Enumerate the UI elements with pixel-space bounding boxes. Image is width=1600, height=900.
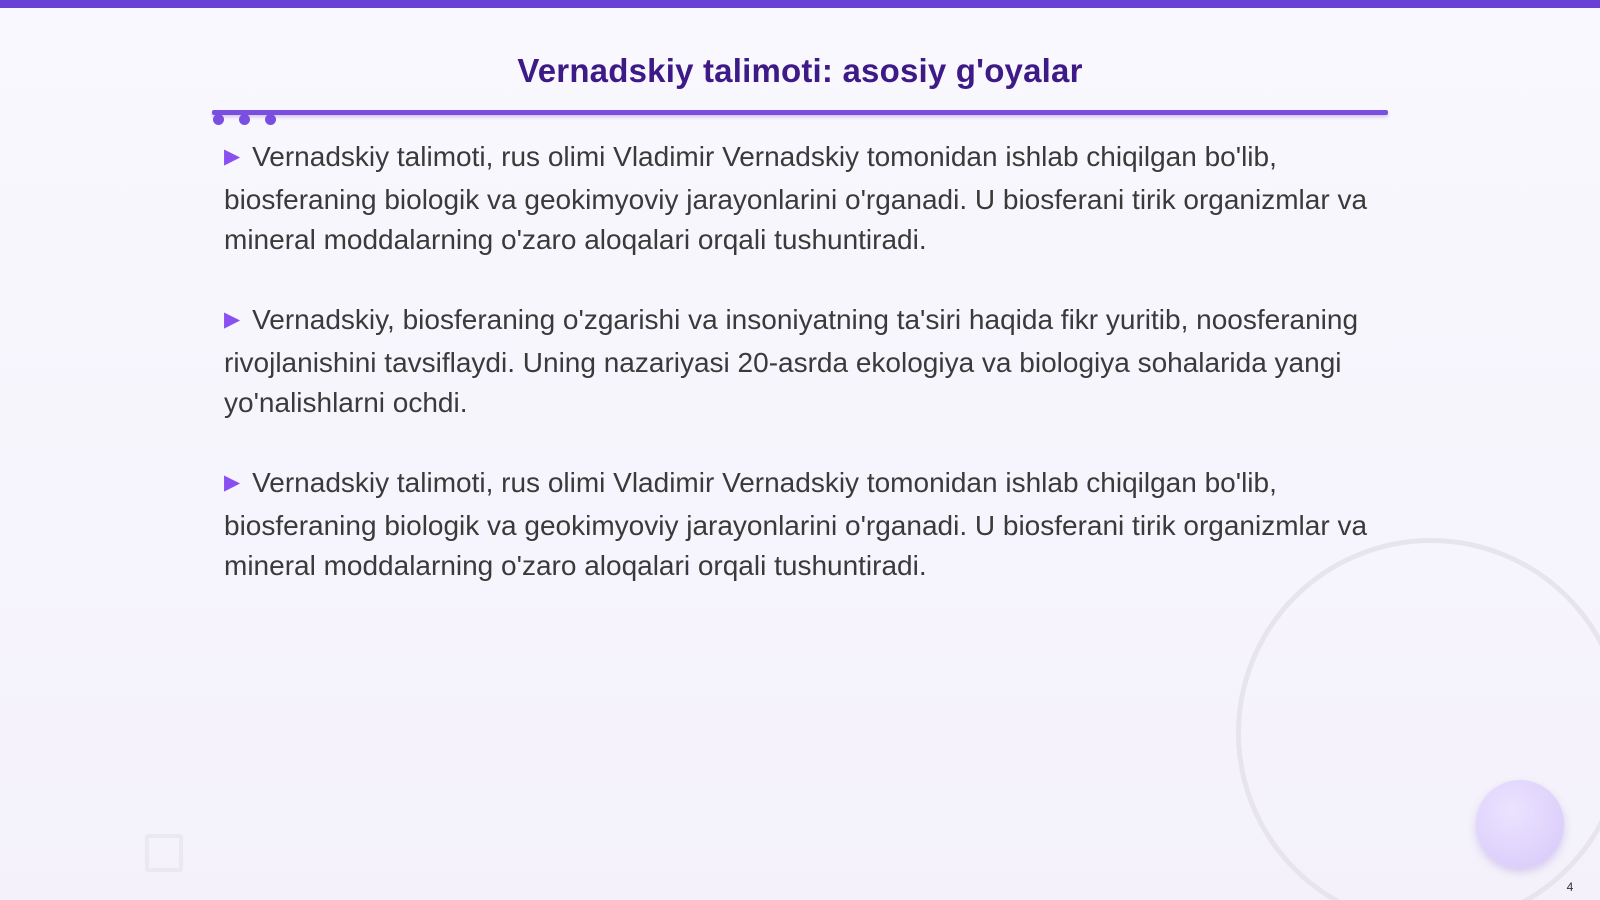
slide-title: Vernadskiy talimoti: asosiy g'oyalar <box>517 52 1083 89</box>
bullet-list <box>224 137 1374 626</box>
underline-dot <box>213 114 224 125</box>
bullet-text: Vernadskiy, biosferaning o'zgarishi va insoniyatning ta'siri haqida fikr yuritib, noosferaning rivojlanishini tavsiflaydi. Uning nazariyasi 20-asrda ekologiya va biologiya sohalarida yangi yo'nalishlarni ochdi. <box>224 304 1359 418</box>
triangle-bullet-icon: ▶ <box>224 471 241 494</box>
page-number: 4 <box>1566 880 1574 894</box>
bullet-text: Vernadskiy talimoti, rus olimi Vladimir Vernadskiy tomonidan ishlab chiqilgan bo'lib, biosferaning biologik va geokimyoviy jarayonlarini o'rganadi. U biosferani tirik organizmlar va mineral moddalarning o'zaro aloqalari orqali tushuntiradi. <box>224 141 1368 255</box>
bullet-item <box>224 137 1374 260</box>
underline-dot <box>265 114 276 125</box>
title-underline <box>212 110 1388 115</box>
underline-dot <box>239 114 250 125</box>
bullet-item <box>224 300 1374 423</box>
bullet-text: Vernadskiy talimoti, rus olimi Vladimir Vernadskiy tomonidan ishlab chiqilgan bo'lib, biosferaning biologik va geokimyoviy jarayonlarini o'rganadi. U biosferani tirik organizmlar va mineral moddalarning o'zaro aloqalari orqali tushuntiradi. <box>224 467 1368 581</box>
decorative-square <box>145 834 183 872</box>
top-accent-bar <box>0 0 1600 8</box>
decorative-disc <box>1476 780 1564 868</box>
triangle-bullet-icon: ▶ <box>224 308 241 331</box>
bullet-item <box>224 463 1374 586</box>
triangle-bullet-icon: ▶ <box>224 145 241 168</box>
